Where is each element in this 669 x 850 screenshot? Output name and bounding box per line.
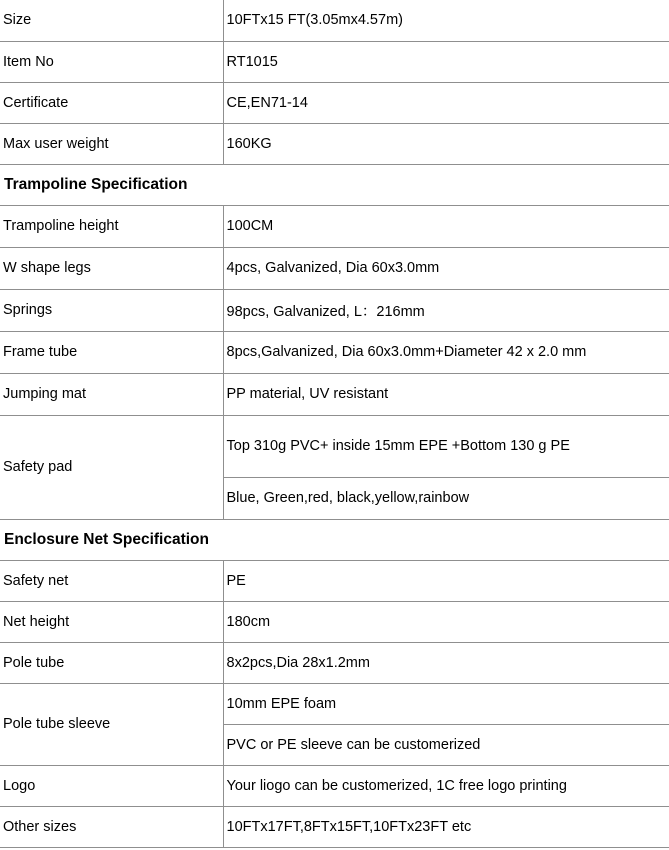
table-row [0, 41, 669, 82]
row-value: 180cm [223, 601, 669, 642]
row-value: Blue, Green,red, black,yellow,rainbow [223, 477, 669, 519]
row-value: CE,EN71-14 [223, 82, 669, 123]
row-value: 4pcs, Galvanized, Dia 60x3.0mm [223, 247, 669, 289]
row-value: 10mm EPE foam [223, 683, 669, 724]
row-label: Safety net [0, 560, 223, 601]
row-label: Size [0, 0, 223, 41]
table-row [0, 560, 669, 601]
row-value: 100CM [223, 205, 669, 247]
table-row [0, 373, 669, 415]
row-label: Springs [0, 289, 223, 331]
row-value: Top 310g PVC+ inside 15mm EPE +Bottom 130 g PE [223, 415, 669, 477]
row-value: 10FTx15 FT(3.05mx4.57m) [223, 0, 669, 41]
section-header-enclosure [0, 519, 669, 560]
table-row [0, 82, 669, 123]
row-label: Logo [0, 765, 223, 806]
table-row [0, 765, 669, 806]
table-row [0, 415, 669, 477]
table-row [0, 806, 669, 847]
table-row [0, 0, 669, 41]
table-row [0, 331, 669, 373]
row-label: Item No [0, 41, 223, 82]
row-value: Your liogo can be customerized, 1C free logo printing [223, 765, 669, 806]
table-row [0, 601, 669, 642]
row-label: Trampoline height [0, 205, 223, 247]
section-title: Trampoline Specification [0, 164, 669, 205]
row-label: Max user weight [0, 123, 223, 164]
row-value: RT1015 [223, 41, 669, 82]
row-label: Net height [0, 601, 223, 642]
section-title: Enclosure Net Specification [0, 519, 669, 560]
row-label: Certificate [0, 82, 223, 123]
row-label: Jumping mat [0, 373, 223, 415]
section-header-trampoline [0, 164, 669, 205]
row-value: 8pcs,Galvanized, Dia 60x3.0mm+Diameter 42 x 2.0 mm [223, 331, 669, 373]
table-row [0, 205, 669, 247]
row-value: 160KG [223, 123, 669, 164]
row-value: PP material, UV resistant [223, 373, 669, 415]
row-label: Pole tube [0, 642, 223, 683]
row-value: 98pcs, Galvanized, L：216mm [223, 289, 669, 331]
table-row [0, 642, 669, 683]
table-row [0, 289, 669, 331]
table-row [0, 247, 669, 289]
row-label: Frame tube [0, 331, 223, 373]
row-value: PE [223, 560, 669, 601]
row-value: PVC or PE sleeve can be customerized [223, 724, 669, 765]
row-label: Other sizes [0, 806, 223, 847]
row-value: 10FTx17FT,8FTx15FT,10FTx23FT etc [223, 806, 669, 847]
row-value: 8x2pcs,Dia 28x1.2mm [223, 642, 669, 683]
table-row [0, 123, 669, 164]
row-label: Safety pad [0, 415, 223, 519]
row-label: Pole tube sleeve [0, 683, 223, 765]
row-label: W shape legs [0, 247, 223, 289]
table-row [0, 683, 669, 724]
